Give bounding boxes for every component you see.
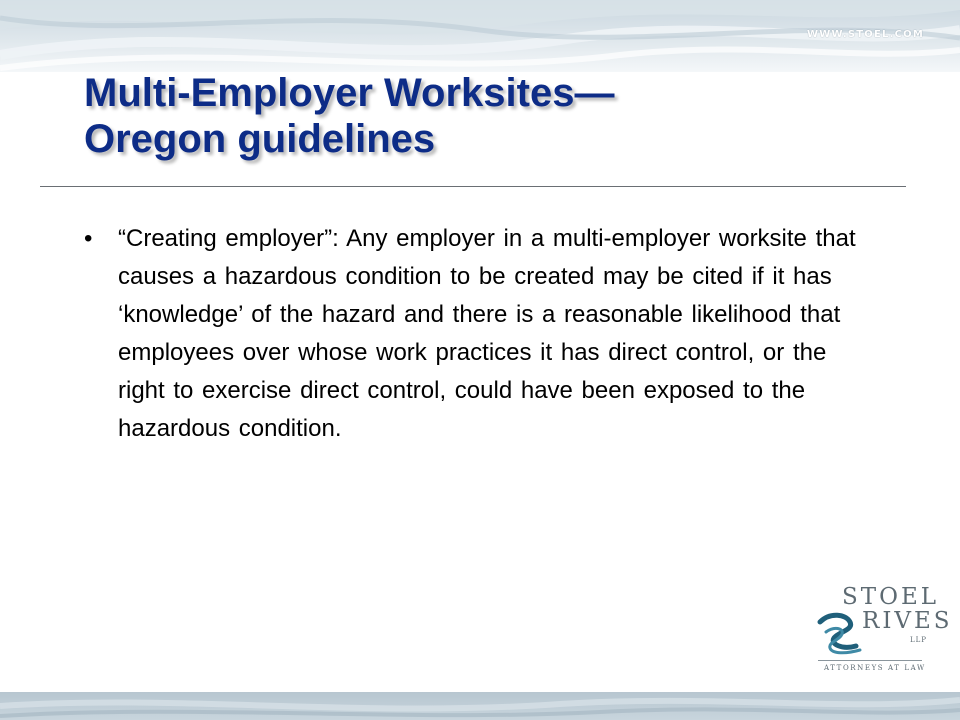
bullet-text: “Creating employer”: Any employer in a multi-employer worksite that causes a hazardous condition to be created may be cited if it has ‘knowledge’ of the hazard and there is a reasonable likelihood that employees over whose work practices it has direct control, or the right to exercise direct control, could have been exposed to the hazardous condition. [118,225,856,442]
bullet-item [84,220,864,448]
footer-wave-decoration [0,692,960,720]
stoel-rives-logo [812,582,953,676]
logo-word-rives: RIVES [862,608,953,634]
slide-title [84,70,614,162]
title-divider [40,186,906,187]
logo-tagline: ATTORNEYS AT LAW [824,664,926,672]
logo-divider [818,660,922,661]
header-band [0,0,960,72]
title-line-1: Multi-Employer Worksites— [84,71,615,115]
website-url: WWW.STOEL.COM [807,29,924,40]
slide-body [84,220,864,448]
footer-band [0,692,960,720]
river-swoosh-icon [816,610,866,656]
logo-word-stoel: STOEL [842,584,940,610]
logo-llp: LLP [910,636,928,644]
title-line-2: Oregon guidelines [84,117,436,161]
bullet-marker: • [84,225,93,252]
